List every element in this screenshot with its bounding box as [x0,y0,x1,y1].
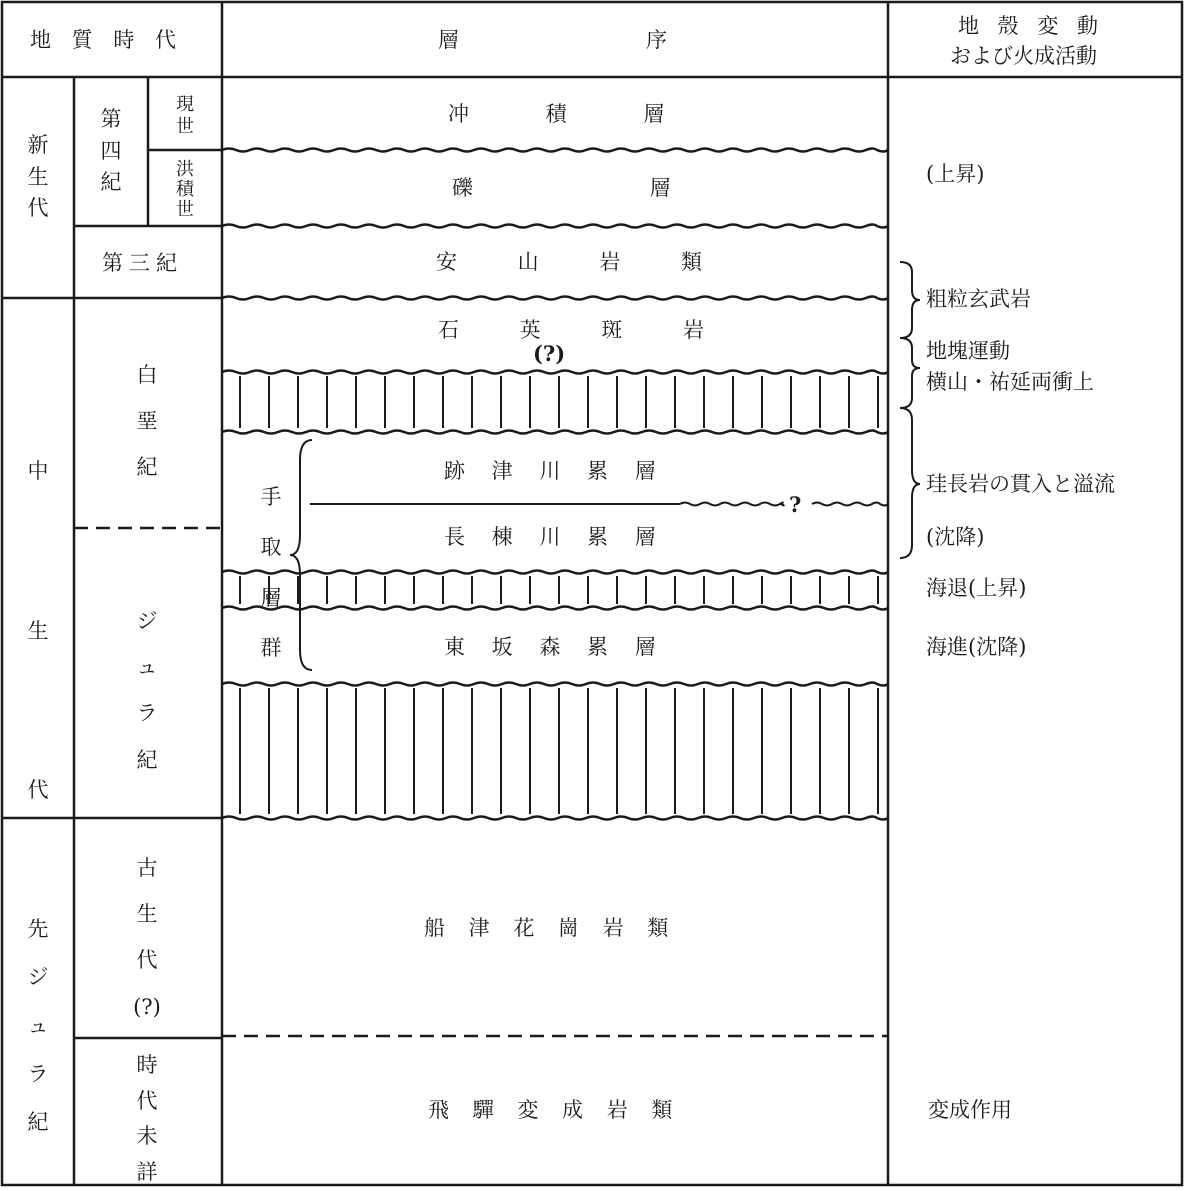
period-pleistocene: 洪 積 世 [176,159,194,220]
period-cretaceous: 白 堊 紀 [136,363,158,480]
era-pre-jurassic: 先 ジ ュ ラ 紀 [27,917,49,1135]
stratum-andesite: 安 山 岩 類 [436,250,703,274]
period-quaternary: 第 四 紀 [100,107,122,194]
tectonics-metamorphism: 変成作用 [928,1098,1012,1122]
stratum-gravel: 礫 層 [452,176,671,200]
era-cenozoic: 新 生 代 [27,133,49,220]
header-strata-right: 序 [646,28,667,52]
stratum-question-1: (?) [533,341,566,366]
tectonics-uplift-1: (上昇) [926,162,985,186]
header-tectonics-1: 地 殼 変 動 [958,14,1105,38]
period-tertiary: 第三紀 [102,251,183,275]
stratum-hida-metamorphic: 飛 驒 変 成 岩 類 [428,1098,673,1122]
period-age-unknown: 時 代 未 詳 [136,1053,158,1185]
stratum-nagamunegawa: 長 棟 川 累 層 [444,525,656,549]
tectonics-felsite: 珪長岩の貫入と溢流 [926,472,1115,496]
tectonics-block-movement: 地塊運動 [926,339,1010,363]
stratum-higashisakamori: 東 坂 森 累 層 [444,635,656,659]
period-paleozoic: 古 生 代 (?) [133,856,161,1019]
period-jurassic: ジ ュ ラ 紀 [136,609,158,772]
stratum-alluvium: 冲 積 層 [448,102,665,126]
header-strata-left: 層 [438,28,459,52]
tectonics-thrust: 横山・祐延両衝上 [926,370,1094,394]
header-era: 地 質 時 代 [30,28,184,52]
header-tectonics-2: および火成活動 [950,44,1097,68]
tectonics-dolerite: 粗粒玄武岩 [926,287,1031,311]
tectonics-transgression: 海進(沈降) [926,635,1027,659]
tectonics-subsidence-1: (沈降) [926,525,985,549]
stratum-tetori-group: 手 取 層 群 [260,485,282,661]
stratum-quartz-porphyry: 石 英 斑 岩 [438,318,705,342]
stratum-funatsu-granite: 船 津 花 崗 岩 類 [424,916,669,940]
stratum-question-2: ? [789,492,802,517]
tectonics-regression: 海退(上昇) [926,576,1027,600]
period-holocene: 現 世 [176,94,194,137]
stratum-atotsugawa: 跡 津 川 累 層 [444,459,656,483]
era-mesozoic: 中 生 代 [27,459,49,803]
